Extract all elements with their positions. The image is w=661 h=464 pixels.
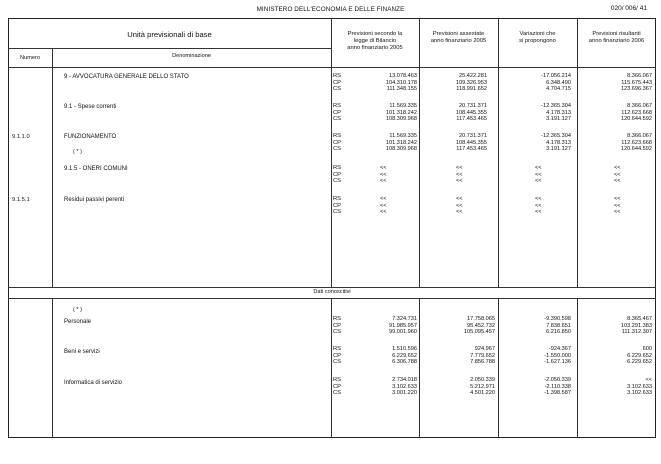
value-cell: -1.627.136: [544, 359, 571, 366]
value-cell: 4.501.220: [470, 390, 495, 397]
header-col1-line2: legge di Bilancio: [353, 37, 397, 44]
value-cell: 6.229.652: [627, 359, 652, 366]
code-cs: CS: [333, 116, 342, 123]
code-cp: CP: [333, 109, 342, 116]
value-cell: <<: [614, 196, 621, 202]
rule-numero-col: [52, 48, 53, 287]
value-cell: -17.056.214: [541, 73, 571, 79]
code-rs: RS: [333, 346, 342, 352]
value-cell: 2.050.339: [470, 377, 495, 383]
value-cell: <<: [456, 209, 463, 216]
dati-col3-values: [498, 377, 571, 397]
value-cell: 120.644.592: [620, 116, 652, 123]
page-code: 020/ 006/ 41: [610, 5, 647, 12]
value-cell: -1.398.587: [544, 390, 571, 397]
upb-col1-values: [331, 133, 417, 153]
value-cell: 112.623.668: [621, 109, 652, 116]
value-cell: 7.838.651: [546, 322, 571, 329]
upb-label: 9 - AVVOCATURA GENERALE DELLO STATO: [64, 74, 189, 80]
dati-label: Informatica di servizio: [64, 380, 123, 386]
dati-col2-values: [419, 377, 495, 397]
upb-label: Residui passivi perenti: [64, 197, 125, 203]
value-cell: <<: [380, 165, 387, 171]
value-cell: 6.216.850: [546, 329, 571, 336]
value-cell: 108.445.355: [455, 139, 487, 146]
upb-col4-values: [577, 103, 652, 123]
upb-col2-values: [456, 165, 463, 185]
dati-col4-values: [577, 346, 652, 366]
value-cell: 7.324.731: [392, 316, 417, 322]
dati-col4-values: [577, 316, 652, 336]
upb-numero: 9.1.5.1: [12, 197, 30, 203]
header-col1-line3: anno finanziario 2005: [347, 44, 403, 51]
code-rs: RS: [333, 165, 342, 171]
dati-col2-values: [419, 316, 495, 336]
code-cp: CP: [333, 352, 342, 359]
code-cs: CS: [333, 390, 342, 397]
value-cell: 4.178.313: [546, 139, 571, 146]
value-cell: 118.991.652: [456, 86, 487, 93]
value-cell: <<: [535, 209, 542, 216]
rule-dati-bottom: [8, 298, 656, 299]
code-rs: RS: [333, 73, 342, 79]
code-cs: CS: [333, 146, 342, 153]
dati-title: Dati conoscitivi: [313, 289, 351, 295]
value-cell: 6.348.490: [546, 79, 571, 86]
upb-label: 9.1 - Spese correnti: [64, 104, 117, 110]
code-cp: CP: [333, 171, 342, 178]
value-cell: <<: [645, 377, 652, 383]
value-cell: 600: [642, 346, 652, 352]
header-col2: [419, 31, 498, 45]
value-cell: 13.078.463: [389, 73, 417, 79]
value-cell: 111.348.155: [386, 86, 417, 93]
value-cell: 4.178.313: [546, 109, 571, 116]
upb-label: FUNZIONAMENTO: [64, 134, 117, 140]
dati-col1-values: [331, 316, 417, 336]
value-cell: 3.102.633: [627, 383, 652, 390]
value-cell: 117.453.465: [456, 116, 487, 123]
value-cell: -2.050.339: [544, 377, 571, 383]
value-cell: 103.291.383: [620, 322, 652, 329]
code-cp: CP: [333, 322, 342, 329]
value-cell: 8.366.067: [627, 73, 652, 79]
value-cell: 4.704.715: [546, 86, 571, 93]
dati-label: Beni e servizi: [64, 349, 100, 355]
dati-col1-values: [331, 377, 417, 397]
value-cell: <<: [614, 209, 621, 216]
value-cell: 123.696.367: [620, 86, 652, 93]
value-cell: -924.367: [548, 346, 571, 352]
upb-col2-values: [419, 73, 487, 93]
value-cell: 104.310.178: [385, 79, 417, 86]
dati-col1-values: [331, 346, 417, 366]
header-denominazione: Denominazione: [172, 53, 211, 59]
header-col2-line2: anno finanziario 2005: [430, 37, 487, 44]
header-col3-line2: si propongono: [519, 37, 556, 44]
upb-numero: 9.1.1.0: [12, 134, 30, 140]
upb-col1-values: [380, 165, 387, 185]
value-cell: 108.309.968: [385, 146, 417, 153]
value-cell: 8.365.467: [627, 316, 652, 322]
code-cs: CS: [333, 209, 342, 216]
header-col1: [331, 31, 419, 51]
ministry-title: MINISTERO DELL'ECONOMIA E DELLE FINANZE: [256, 6, 405, 13]
upb-col4-values: [577, 73, 652, 93]
value-cell: -1.550.000: [544, 352, 571, 359]
header-unita: Unità previsionali di base: [127, 30, 212, 39]
code-cp: CP: [333, 383, 342, 390]
code-cs: CS: [333, 359, 342, 366]
value-cell: 7.779.652: [470, 352, 495, 359]
code-rs: RS: [333, 316, 342, 322]
value-cell: 3.102.633: [627, 390, 652, 397]
value-cell: <<: [456, 178, 463, 185]
upb-codes: [333, 196, 341, 216]
value-cell: 8.366.067: [627, 133, 652, 139]
upb-col2-values: [419, 133, 487, 153]
code-rs: RS: [333, 103, 342, 109]
value-cell: 111.312.307: [621, 329, 652, 336]
value-cell: 99.001.960: [389, 329, 417, 336]
upb-col1-values: [331, 103, 417, 123]
rule-header-bottom: [8, 67, 656, 68]
upb-label: 9.1.5 - ONERI COMUNI: [64, 166, 128, 172]
value-cell: <<: [614, 171, 621, 178]
header-col4: [577, 31, 656, 45]
value-cell: -2.110.338: [544, 383, 571, 390]
value-cell: 101.318.242: [385, 139, 417, 146]
upb-col4-values: [614, 196, 621, 216]
value-cell: <<: [456, 202, 463, 209]
dati-label: Personale: [64, 319, 92, 325]
code-cp: CP: [333, 79, 342, 86]
code-cs: CS: [333, 86, 342, 93]
value-cell: <<: [380, 202, 387, 209]
value-cell: <<: [380, 196, 387, 202]
value-cell: 115.675.443: [621, 79, 652, 86]
value-cell: 5.212.971: [470, 383, 495, 390]
value-cell: 25.422.281: [459, 73, 487, 79]
value-cell: <<: [456, 196, 463, 202]
upb-col3-values: [498, 103, 571, 123]
upb-col1-values: [331, 73, 417, 93]
header-col3-line1: Variazioni che: [519, 31, 556, 37]
value-cell: 101.318.242: [385, 109, 417, 116]
rule-numero-col-2: [52, 298, 53, 438]
value-cell: 109.326.953: [455, 79, 487, 86]
dati-col3-values: [498, 316, 571, 336]
value-cell: <<: [535, 165, 542, 171]
header-col3: [498, 31, 577, 45]
dati-col2-values: [419, 346, 495, 366]
upb-col4-values: [614, 165, 621, 185]
upb-col4-values: [577, 133, 652, 153]
value-cell: <<: [380, 178, 387, 185]
value-cell: -9.390.598: [544, 316, 571, 322]
value-cell: 6.229.652: [392, 352, 417, 359]
header-numero: Numero: [20, 55, 40, 61]
code-cp: CP: [333, 202, 342, 209]
value-cell: 6.306.788: [392, 359, 417, 366]
value-cell: 91.985.957: [389, 322, 417, 329]
upb-col3-values: [498, 73, 571, 93]
value-cell: 11.569.335: [389, 133, 417, 139]
value-cell: <<: [535, 202, 542, 209]
value-cell: 2.734.018: [392, 377, 417, 383]
value-cell: <<: [380, 171, 387, 178]
value-cell: <<: [614, 202, 621, 209]
dati-col3-values: [498, 346, 571, 366]
value-cell: <<: [456, 171, 463, 178]
value-cell: 7.856.788: [470, 359, 495, 366]
value-cell: <<: [614, 178, 621, 185]
header-col4-line2: anno finanziario 2006: [588, 37, 645, 44]
upb-codes: [333, 165, 341, 185]
value-cell: 120.644.592: [620, 146, 652, 153]
code-cs: CS: [333, 178, 342, 185]
rule-header-mid: [8, 48, 331, 49]
code-cs: CS: [333, 329, 342, 336]
value-cell: 924.967: [474, 346, 495, 352]
value-cell: 117.453.465: [456, 146, 487, 153]
header-col2-line1: Previsioni assestate: [432, 31, 485, 37]
code-rs: RS: [333, 196, 342, 202]
dati-col4-values: [577, 377, 652, 397]
header-col4-line1: Previsioni risultanti: [592, 31, 641, 37]
code-rs: RS: [333, 377, 342, 383]
rule-dati-top: [8, 287, 656, 288]
value-cell: <<: [614, 165, 621, 171]
value-cell: -12.365.304: [541, 133, 571, 139]
value-cell: 105.095.457: [463, 329, 495, 336]
value-cell: <<: [456, 165, 463, 171]
value-cell: 112.623.668: [621, 139, 652, 146]
value-cell: 20.731.371: [459, 103, 487, 109]
value-cell: 95.452.732: [467, 322, 495, 329]
upb-col3-values: [498, 133, 571, 153]
upb-note-marker: ( * ): [73, 149, 83, 155]
value-cell: 6.229.652: [627, 352, 652, 359]
value-cell: <<: [380, 209, 387, 216]
value-cell: 108.309.968: [385, 116, 417, 123]
value-cell: 3.191.127: [546, 146, 571, 153]
header-col1-line1: Previsioni secondo la: [347, 31, 403, 37]
value-cell: 108.445.355: [455, 109, 487, 116]
upb-col3-values: [535, 165, 542, 185]
dati-note-marker: ( * ): [73, 307, 83, 313]
value-cell: <<: [535, 171, 542, 178]
value-cell: <<: [535, 196, 542, 202]
upb-col3-values: [535, 196, 542, 216]
value-cell: <<: [535, 178, 542, 185]
upb-col1-values: [380, 196, 387, 216]
code-rs: RS: [333, 133, 342, 139]
value-cell: 20.731.371: [459, 133, 487, 139]
value-cell: 11.569.335: [389, 103, 417, 109]
value-cell: 3.102.633: [392, 383, 417, 390]
value-cell: 1.510.596: [392, 346, 417, 352]
upb-col2-values: [456, 196, 463, 216]
upb-col2-values: [419, 103, 487, 123]
code-cp: CP: [333, 139, 342, 146]
value-cell: 17.758.065: [467, 316, 495, 322]
value-cell: 3.191.127: [546, 116, 571, 123]
value-cell: -12.365.304: [541, 103, 571, 109]
value-cell: 3.001.220: [392, 390, 417, 397]
value-cell: 8.366.067: [627, 103, 652, 109]
